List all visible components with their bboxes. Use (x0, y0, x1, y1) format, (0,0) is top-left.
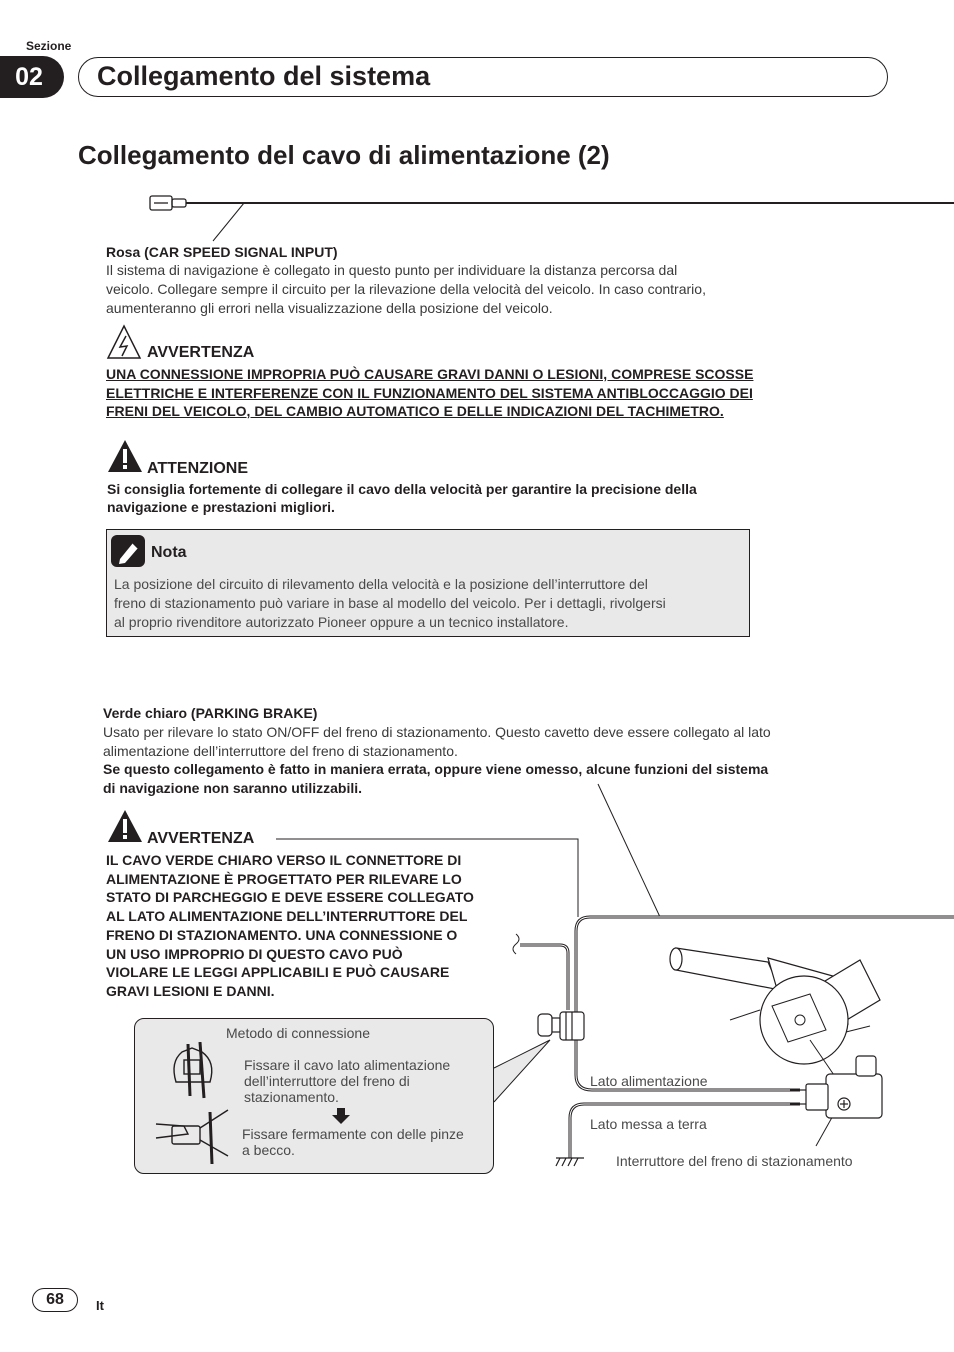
text-line: di navigazione non saranno utilizzabili. (103, 780, 363, 796)
caution-warning-icon (106, 808, 144, 844)
text-line: ELETTRICHE E INTERFERENZE CON IL FUNZIONAMENTO DEL SISTEMA ANTIBLOCCAGGIO DEI (106, 384, 753, 401)
text-line: veicolo. Collegare sempre il circuito per la rilevazione della velocità del veicolo. In caso contrario, (106, 281, 706, 297)
ground-icon (556, 1158, 584, 1166)
green-leader-line (598, 784, 660, 917)
section-number-badge: 02 (0, 56, 64, 98)
text-line: al proprio rivenditore autorizzato Pioneer oppure a un tecnico installatore. (114, 614, 569, 630)
magnifier-circle (760, 976, 848, 1064)
text-line: ALIMENTAZIONE È PROGETTATO PER RILEVARE LO (106, 870, 462, 887)
method-step-2 (242, 1126, 464, 1158)
text-line: GRAVI LESIONI E DANNI. (106, 982, 275, 999)
warning-heading: AVVERTENZA (147, 830, 255, 847)
pliers-icon (154, 1106, 234, 1168)
text-line: AL LATO ALIMENTAZIONE DELL’INTERRUTTORE DEL (106, 908, 468, 925)
warning-text (106, 365, 753, 421)
text-line: navigazione e prestazioni migliori. (107, 499, 335, 515)
method-title: Metodo di connessione (226, 1025, 370, 1041)
note-text (114, 575, 666, 632)
text-line: Il sistema di navigazione è collegato in questo punto per individuare la distanza percorsa dal (106, 262, 678, 278)
text-line: freno di stazionamento può variare in base al modello del veicolo. Per i dettagli, rivolgersi (114, 595, 666, 611)
tap-clip-open-icon (164, 1042, 224, 1100)
parking-brake-switch-icon (790, 1056, 882, 1118)
switch-label: Interruttore del freno di stazionamento (616, 1153, 853, 1169)
pink-wire-description (106, 261, 706, 318)
section-title: Collegamento del sistema (78, 57, 888, 97)
page-number: 68 (32, 1288, 78, 1312)
caution-heading: ATTENZIONE (147, 460, 249, 477)
tap-connector-icon (538, 1012, 584, 1040)
text-line: La posizione del circuito di rilevamento della velocità e la posizione dell’interruttore del (114, 576, 648, 592)
electric-shock-warning-icon (106, 324, 142, 360)
text-line: IL CAVO VERDE CHIARO VERSO IL CONNETTORE DI (106, 852, 462, 868)
text-line: Usato per rilevare lo stato ON/OFF del freno di stazionamento. Questo cavetto deve essere collegato al lato (103, 724, 771, 740)
note-heading: Nota (151, 544, 187, 561)
text-line: Fissare il cavo lato alimentazione (244, 1057, 451, 1073)
arrow-down-icon (332, 1108, 350, 1126)
text-line: FRENI DEL VEICOLO, DEL CAMBIO AUTOMATICO E DELLE INDICAZIONI DEL TACHIMETRO. (106, 403, 724, 419)
text-line: STATO DI PARCHEGGIO E DEVE ESSERE COLLEGATO (106, 889, 474, 906)
warning-text (106, 851, 474, 1001)
power-side-label: Lato alimentazione (590, 1073, 708, 1089)
page-title: Collegamento del cavo di alimentazione (2) (78, 140, 610, 170)
text-line: FRENO DI STAZIONAMENTO. UNA CONNESSIONE O (106, 926, 458, 943)
text-line: VIOLARE LE LEGGI APPLICABILI E PUÒ CAUSARE (106, 964, 450, 981)
text-line: dell’interruttore del freno di (244, 1073, 410, 1089)
ground-side-label: Lato messa a terra (590, 1116, 707, 1132)
section-label: Sezione (26, 39, 72, 53)
text-line: stazionamento. (244, 1089, 339, 1105)
text-line: Se questo collegamento è fatto in maniera errata, oppure viene omesso, alcune funzioni del sistema (103, 761, 769, 777)
connector-icon (150, 196, 954, 210)
caution-text (107, 480, 697, 516)
pink-leader-line (213, 203, 244, 241)
text-line: a becco. (242, 1142, 295, 1158)
text-line: Si consiglia fortemente di collegare il cavo della velocità per garantire la precisione della (107, 481, 697, 497)
text-line: UN USO IMPROPRIO DI QUESTO CAVO PUÒ (106, 945, 403, 962)
warning-heading: AVVERTENZA (147, 344, 255, 361)
green-wire-description (103, 723, 771, 761)
pink-wire-label: Rosa (CAR SPEED SIGNAL INPUT) (106, 244, 338, 260)
method-step-1 (244, 1057, 450, 1105)
language-code: It (96, 1298, 104, 1313)
text-line: alimentazione dell’interruttore del freno di stazionamento. (103, 743, 458, 759)
text-line: aumenteranno gli errori nella visualizzazione della posizione del veicolo. (106, 300, 553, 316)
text-line: UNA CONNESSIONE IMPROPRIA PUÒ CAUSARE GRAVI DANNI O LESIONI, COMPRESE SCOSSE (106, 366, 754, 382)
text-line: Fissare fermamente con delle pinze (242, 1126, 464, 1142)
note-pencil-icon (111, 535, 145, 567)
green-wire-label: Verde chiaro (PARKING BRAKE) (103, 705, 318, 721)
caution-warning-icon (106, 438, 144, 474)
green-wire-emphasis (103, 760, 768, 798)
